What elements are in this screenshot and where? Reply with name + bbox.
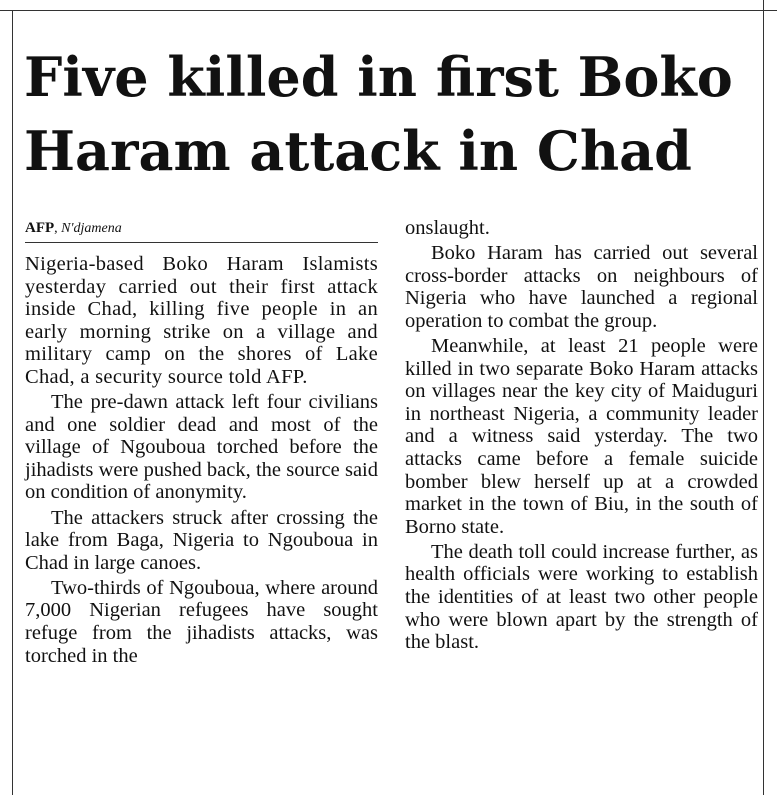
paragraph: The attackers struck after crossing the lake from Baga, Nigeria to Ngouboua in Chad in large canoes. [25, 506, 378, 574]
frame-top-rule [0, 10, 777, 11]
paragraph: The death toll could increase further, as health officials were working to establish the identities of at least two other people who were blown apart by the strength of the blast. [405, 540, 758, 654]
frame-left-rule [12, 10, 13, 795]
frame-right-rule [763, 0, 764, 795]
paragraph: Meanwhile, at least 21 people were killed in two separate Boko Haram attacks on villages near the key city of Maiduguri in northeast Nigeria, a community leader and a witness said ysterday. The two attacks came before a female suicide bomber blew herself up at a crowded market in the town of Biu, in the south of Borno state. [405, 334, 758, 538]
paragraph: Nigeria-based Boko Haram Islamists yesterday carried out their first attack inside Chad, killing five people in an early morning strike on a village and military camp on the shores of Lake Chad, a security source told AFP. [25, 253, 378, 388]
paragraph: Two-thirds of Ngouboua, where around 7,000 Nigerian refugees have sought refuge from the jihadists attacks, was torched in the [25, 576, 378, 667]
article-column-left [25, 218, 378, 670]
byline-agency: AFP [25, 220, 55, 236]
headline: Five killed in first Boko Haram attack in Chad [24, 45, 733, 183]
byline [25, 218, 378, 243]
paragraph: Boko Haram has carried out several cross-border attacks on neighbours of Nigeria who have launched a regional operation to combat the group. [405, 242, 758, 332]
article-column-right [405, 217, 758, 656]
byline-dateline: N'djamena [61, 221, 122, 236]
paragraph: onslaught. [405, 217, 490, 239]
byline-separator: , [54, 221, 62, 236]
paragraph: The pre-dawn attack left four civilians and one soldier dead and most of the village of Ngouboua torched before the jihadists were pushed back, the source said on condition of anonymity. [25, 391, 378, 504]
